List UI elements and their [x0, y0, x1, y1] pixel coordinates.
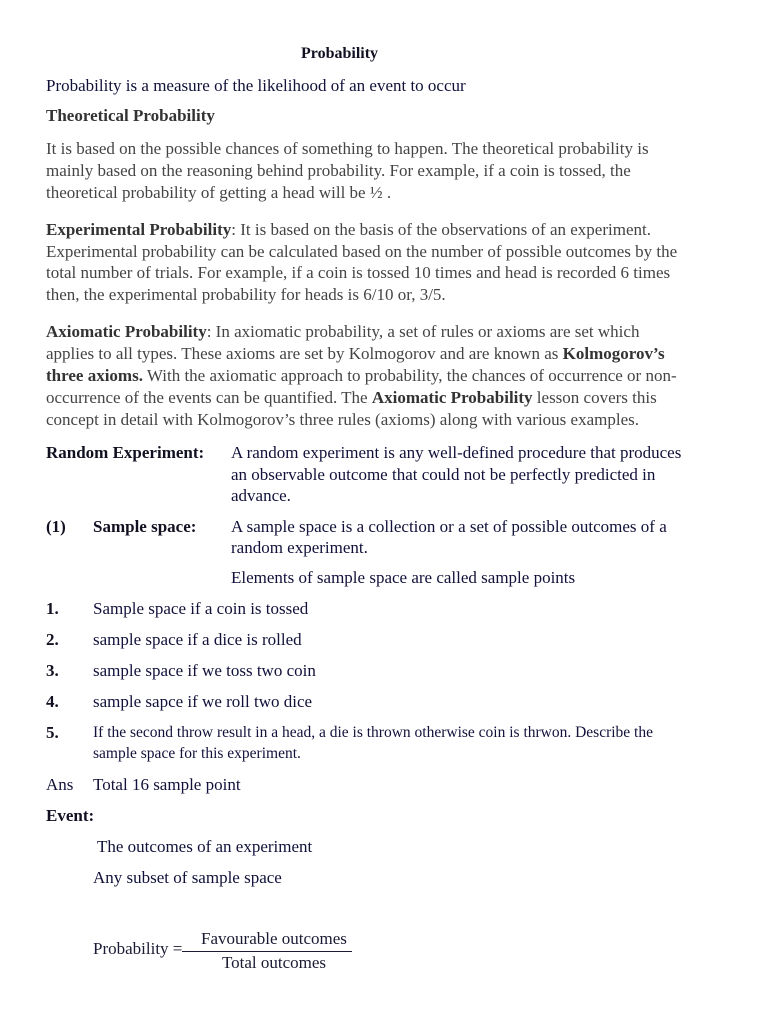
random-experiment-def: advance. [231, 486, 291, 505]
page-title: Probability [301, 45, 379, 62]
random-experiment-label: Random Experiment: [46, 443, 205, 462]
sample-space-def: random experiment. [231, 538, 368, 557]
experimental-line: Experimental probability can be calculated based on the number of possible outcomes by the [46, 242, 678, 261]
list-item: Sample space if a coin is tossed [93, 599, 309, 618]
axiomatic-line4-pre: occurrence of the events can be quantified. The [46, 388, 372, 407]
event-def: The outcomes of an experiment [97, 837, 313, 856]
list-number: 1. [46, 599, 59, 618]
axiomatic-line [46, 387, 657, 409]
experimental-line1-rest: : It is based on the basis of the observations of an experiment. [231, 220, 651, 239]
event-def: Any subset of sample space [93, 868, 282, 887]
three-axioms-term: three axioms. [46, 366, 143, 385]
theoretical-line: It is based on the possible chances of something to happen. The theoretical probability is [46, 139, 649, 158]
axiomatic-line2-pre: applies to all types. These axioms are set by Kolmogorov and are known as [46, 344, 563, 363]
list-item: sample space if we toss two coin [93, 661, 316, 680]
sample-points-note: Elements of sample space are called sample points [231, 568, 576, 587]
formula-denominator: Total outcomes [221, 953, 327, 972]
list-number: 4. [46, 692, 59, 711]
list-item: sample sapce if we roll two dice [93, 692, 313, 711]
experimental-term: Experimental Probability [46, 220, 232, 239]
kolmogorov-term: Kolmogorov’s [562, 344, 665, 363]
sample-space-def: A sample space is a collection or a set of possible outcomes of a [231, 517, 667, 536]
list-number: 3. [46, 661, 59, 680]
axiomatic-line [46, 365, 677, 387]
experimental-line: total number of trials. For example, if a coin is tossed 10 times and head is recorded 6 times [46, 263, 671, 282]
answer-text: Total 16 sample point [93, 775, 241, 794]
list-number: 5. [46, 723, 59, 742]
axiomatic-line3-rest: With the axiomatic approach to probability, the chances of occurrence or non- [142, 366, 677, 385]
sample-space-number: (1) [46, 517, 66, 536]
formula-numerator: Favourable outcomes [201, 929, 347, 948]
axiomatic-line1-rest: : In axiomatic probability, a set of rules or axioms are set which [206, 322, 640, 341]
list-number: 2. [46, 630, 59, 649]
axiomatic-line4-rest: lesson covers this [532, 388, 657, 407]
experimental-line: then, the experimental probability for heads is 6/10 or, 3/5. [46, 285, 446, 304]
list-item-continuation: sample space for this experiment. [93, 745, 301, 762]
probability-formula [93, 928, 363, 978]
axiomatic-line: concept in detail with Kolmogorov’s three rules (axioms) along with various examples. [46, 410, 639, 429]
list-item: sample space if a dice is rolled [93, 630, 302, 649]
axiomatic-line [46, 343, 665, 365]
theoretical-line: theoretical probability of getting a head will be ½ . [46, 183, 392, 202]
axiomatic-line [46, 321, 639, 343]
intro-text: Probability is a measure of the likelihood of an event to occur [46, 76, 466, 95]
axiomatic-term: Axiomatic Probability [46, 322, 207, 341]
event-label: Event: [46, 806, 95, 825]
theoretical-heading: Theoretical Probability [46, 106, 215, 125]
random-experiment-def: A random experiment is any well-defined procedure that produces [231, 443, 682, 462]
sample-space-label: Sample space: [93, 517, 197, 536]
theoretical-line: mainly based on the reasoning behind probability. For example, if a coin is tossed, the [46, 161, 631, 180]
list-item: If the second throw result in a head, a die is thrown otherwise coin is thrwon. Describe the [93, 724, 653, 741]
answer-label: Ans [46, 775, 74, 794]
formula-lhs: Probability = [93, 939, 183, 958]
axiomatic-lesson-term: Axiomatic Probability [371, 388, 533, 407]
experimental-line [46, 219, 651, 241]
random-experiment-def: an observable outcome that could not be perfectly predicted in [231, 465, 656, 484]
